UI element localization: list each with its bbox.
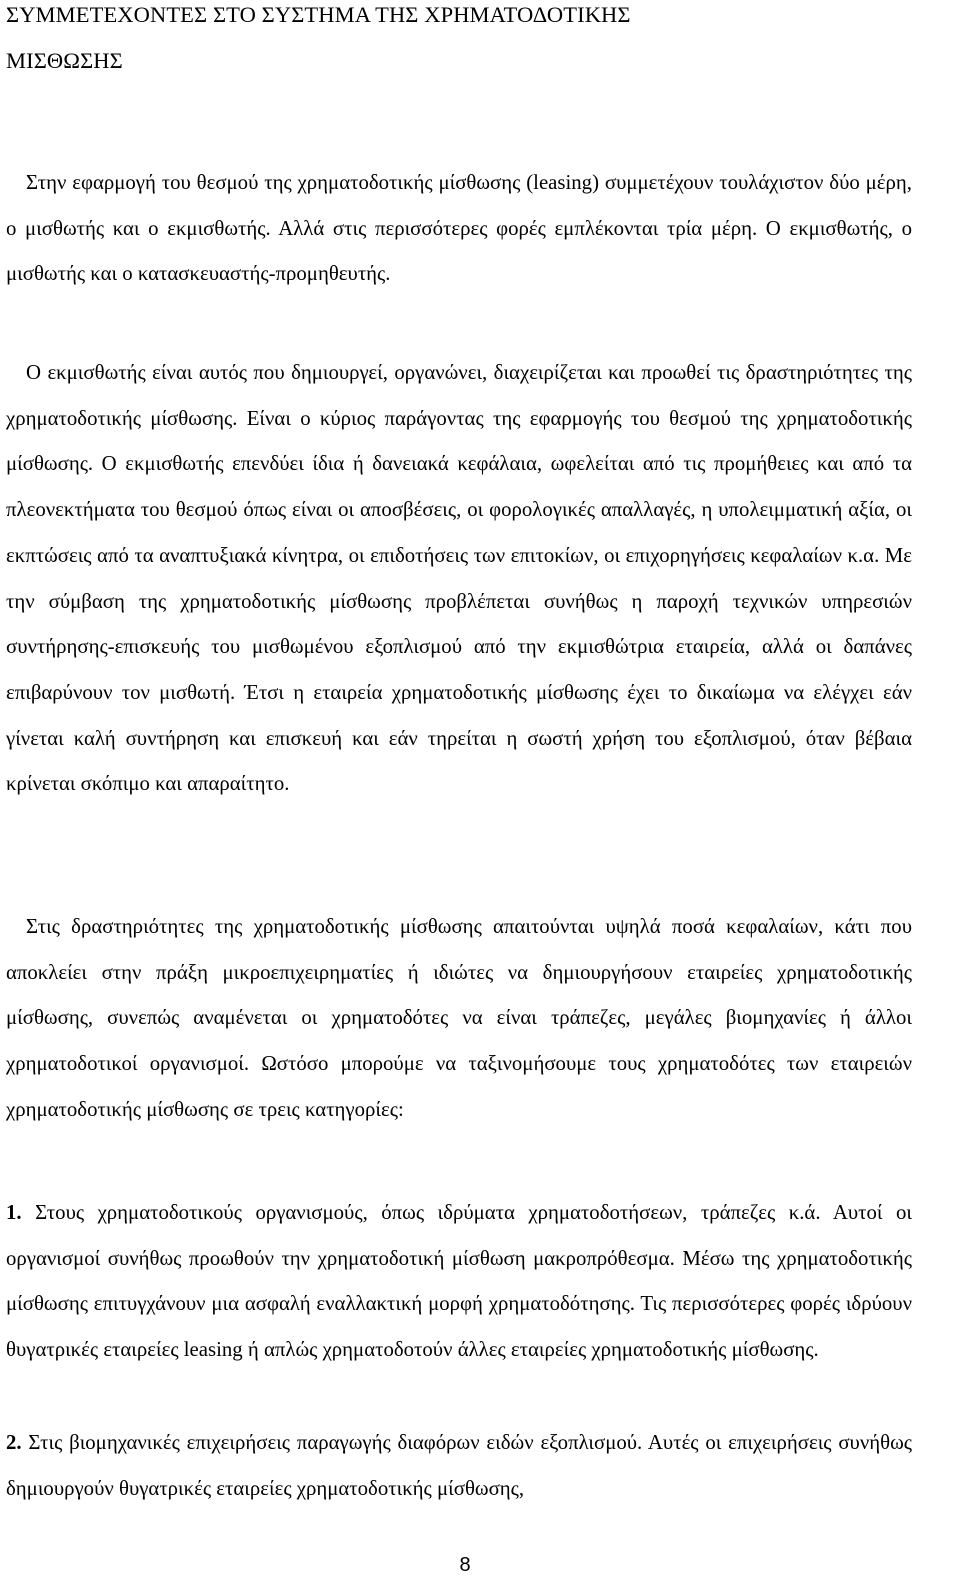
page-number: 8 [459, 1554, 471, 1576]
paragraph-lessor: Ο εκμισθωτής είναι αυτός που δημιουργεί, οργανώνει, διαχειρίζεται και προωθεί τις δραστηριότητες της χρηματοδοτικής μίσθωσης. Είναι ο κύριος παράγοντας της εφαρμογής του θεσμού της χρηματοδοτικής μίσθωσης. Ο εκμισθωτής επενδύει ίδια ή δανειακά κεφάλαια, ωφελείται από τις προμήθειες και από τα πλεονεκτήματα του θεσμού όπως είναι οι αποσβέσεις, οι φορολογικές απαλλαγές, η υπολειμματική αξία, οι εκπτώσεις από τα αναπτυξιακά κίνητρα, οι επιδοτήσεις των επιτοκίων, οι επιχορηγήσεις κεφαλαίων κ.α. Με την σύμβαση της χρηματοδοτικής μίσθωσης προβλέπεται συνήθως η παροχή τεχνικών υπηρεσιών συντήρησης-επισκευής του μισθωμένου εξοπλισμού από την εκμισθώτρια εταιρεία, αλλά οι δαπάνες επιβαρύνουν τον μισθωτή. Έτσι η εταιρεία χρηματοδοτικής μίσθωσης έχει το δικαίωμα να ελέγχει εάν γίνεται καλή συντήρηση και επισκευή και εάν τηρείται η σωστή χρήση του εξοπλισμού, όταν βέβαια κρίνεται σκόπιμο και απαραίτητο. [6, 361, 912, 796]
list-item-2-text: Στις βιομηχανικές επιχειρήσεις παραγωγής διαφόρων ειδών εξοπλισμού. Αυτές οι επιχειρήσεις συνήθως δημιουργούν θυγατρικές εταιρείες χρηματοδοτικής μίσθωσης, [6, 1431, 912, 1500]
section-heading [6, 0, 926, 84]
heading-line-1: ΣΥΜΜΕΤΕΧΟΝΤΕΣ ΣΤΟ ΣΥΣΤΗΜΑ ΤΗΣ ΧΡΗΜΑΤΟΔΟΤΙΚΗΣ [6, 2, 631, 27]
heading-line-2: ΜΙΣΘΩΣΗΣ [6, 48, 123, 73]
list-item-2 [6, 1420, 912, 1511]
paragraph-financiers: Στις δραστηριότητες της χρηματοδοτικής μίσθωσης απαιτούνται υψηλά ποσά κεφαλαίων, κάτι που αποκλείει στην πράξη μικροεπιχειρηματίες ή ιδιώτες να δημιουργήσουν εταιρείες χρηματοδοτικής μίσθωσης, συνεπώς αναμένεται οι χρηματοδότες να είναι τράπεζες, μεγάλες βιομηχανίες ή άλλοι χρηματοδοτικοί οργανισμοί. Ωστόσο μπορούμε να ταξινομήσουμε τους χρηματοδότες των εταιρειών χρηματοδοτικής μίσθωσης σε τρεις κατηγορίες: [6, 915, 912, 1121]
list-item-2-number: 2. [6, 1431, 22, 1454]
list-item-1-number: 1. [6, 1201, 22, 1224]
list-item-1 [6, 1190, 912, 1373]
paragraph-participants: Στην εφαρμογή του θεσμού της χρηματοδοτικής μίσθωσης (leasing) συμμετέχουν τουλάχιστον δύο μέρη, ο μισθωτής και ο εκμισθωτής. Αλλά στις περισσότερες φορές εμπλέκονται τρία μέρη. Ο εκμισθωτής, ο μισθωτής και ο κατασκευαστής-προμηθευτής. [6, 171, 912, 286]
list-item-1-text: Στους χρηματοδοτικούς οργανισμούς, όπως ιδρύματα χρηματοδοτήσεων, τράπεζες κ.ά. Αυτοί οι οργανισμοί συνήθως προωθούν την χρηματοδοτική μίσθωση μακροπρόθεσμα. Μέσω της χρηματοδοτικής μίσθωσης επιτυγχάνουν μια ασφαλή εναλλακτική μορφή χρηματοδότησης. Τις περισσότερες φορές ιδρύουν θυγατρικές εταιρείες leasing ή απλώς χρηματοδοτούν άλλες εταιρείες χρηματοδοτικής μίσθωσης. [6, 1201, 912, 1362]
